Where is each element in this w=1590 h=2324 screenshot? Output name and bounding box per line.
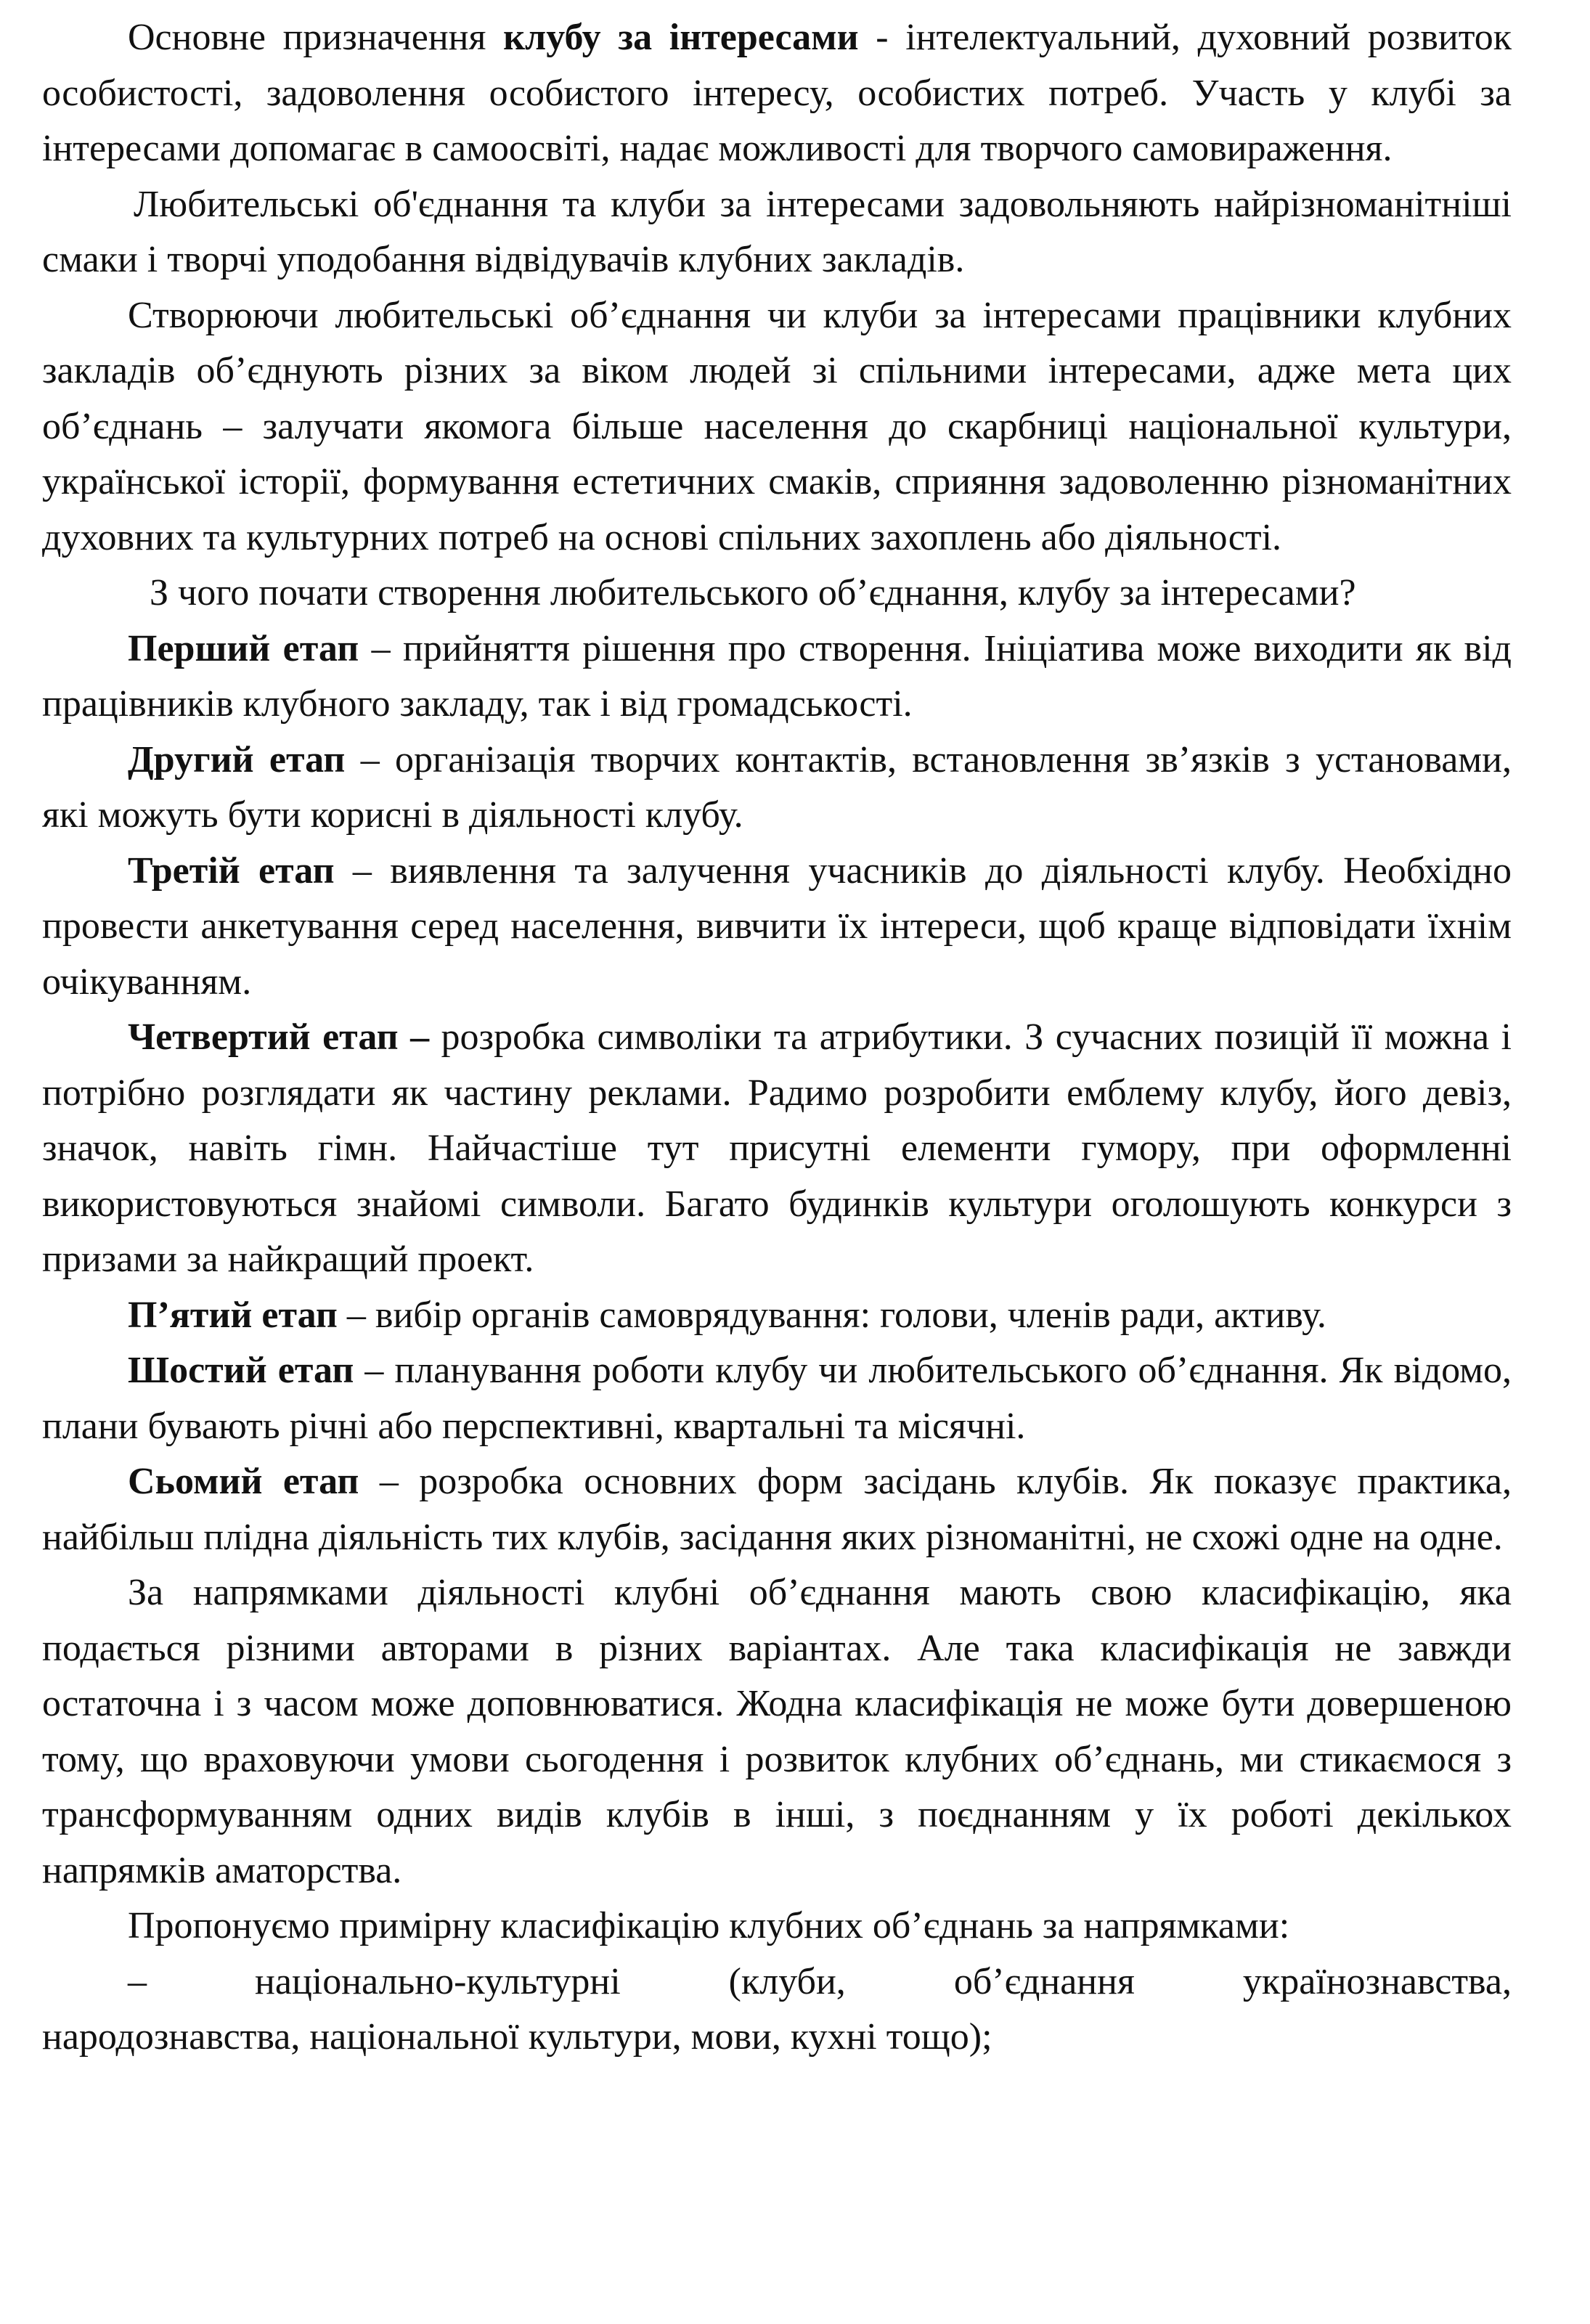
paragraph-text: За напрямками діяльності клубні об’єднання мають свою класифікацію, яка подається різними авторами в різних варіантах. Але така класифікація не завжди остаточна і з часом може доповнюватися. Жодна класифікація не може бути довершеною тому, що враховуючи умови сьогодення і розвиток клубних об’єднань, ми стикаємося з трансформуванням одних видів клубів в інші, з поєднанням у їх роботі декількох напрямків аматорства. [42, 1572, 1512, 1891]
paragraph-text: З чого почати створення любительського об’єднання, клубу за інтересами? [150, 572, 1356, 613]
paragraph-where-to-start [42, 566, 1512, 621]
paragraph-text: – прийняття рішення про створення. Ініціатива може виходити як від працівників клубного закладу, так і від громадськості. [42, 627, 1512, 725]
bold-term: клубу за інтересами [503, 17, 859, 58]
stage-heading: Другий етап [128, 738, 346, 780]
stage-heading: П’ятий етап [128, 1294, 338, 1336]
paragraph-club-purpose [42, 10, 1512, 177]
paragraph-text: - інтелектуальний, духовний розвиток особистості, задоволення особистого інтересу, особистих потреб. Участь у клубі за інтересами допомагає в самоосвіті, надає можливості для творчого самовираження. [42, 17, 1512, 169]
paragraph-text: Створюючи любительські об’єднання чи клуби за інтересами працівники клубних закладів об’єднують різних за віком людей зі спільними інтересами, адже мета цих об’єднань – залучати якомога більше населення до скарбниці національної культури, української історії, формування естетичних смаків, сприяння задоволенню різноманітних духовних та культурних потреб на основі спільних захоплень або діяльності. [42, 294, 1512, 558]
paragraph-classification [42, 1565, 1512, 1899]
list-item-national-cultural [42, 1954, 1521, 2066]
paragraph-stage-2 [42, 733, 1512, 844]
stage-heading: Сьомий етап [128, 1461, 359, 1502]
paragraph-text: Любительські об'єднання та клуби за інтересами задовольняють найрізноманітніші смаки і творчі уподобання відвідувачів клубних закладів. [42, 183, 1512, 280]
paragraph-text: – виявлення та залучення учасників до діяльності клубу. Необхідно провести анкетування серед населення, вивчити їх інтереси, щоб краще відповідати їхнім очікуванням. [42, 849, 1512, 1003]
paragraph-text: – планування роботи клубу чи любительського об’єднання. Як відомо, плани бувають річні або перспективні, квартальні та місячні. [42, 1350, 1512, 1447]
paragraph-stage-6 [42, 1343, 1512, 1454]
paragraph-text: – національно-культурні (клуби, об’єднання українознавства, народознавства, національної культури, мови, кухні тощо); [42, 1960, 1521, 2058]
paragraph-text: Пропонуємо примірну класифікацію клубних об’єднань за напрямками: [128, 1905, 1290, 1946]
paragraph-stage-5 [42, 1288, 1512, 1344]
paragraph-text: – організація творчих контактів, встановлення зв’язків з установами, які можуть бути корисні в діяльності клубу. [42, 738, 1512, 836]
stage-heading: Перший етап [128, 627, 359, 669]
paragraph-text: розробка символіки та атрибутики. З сучасних позицій її можна і потрібно розглядати як частину реклами. Радимо розробити емблему клубу, його девіз, значок, навіть гімн. Найчастіше тут присутні елементи гумору, при оформленні використовуються знайомі символи. Багато будинків культури оголошують конкурси з призами за найкращий проект. [42, 1016, 1512, 1280]
paragraph-lead: Основне призначення [128, 17, 504, 58]
paragraph-stage-7 [42, 1454, 1512, 1565]
stage-heading: Четвертий етап – [128, 1016, 430, 1058]
document-page [42, 10, 1521, 2066]
paragraph-text: – вибір органів самоврядування: голови, членів ради, активу. [337, 1294, 1326, 1336]
paragraph-stage-3 [42, 844, 1512, 1011]
paragraph-amateur-associations [42, 177, 1512, 288]
stage-heading: Третій етап [128, 849, 335, 892]
stage-heading: Шостий етап [128, 1350, 354, 1391]
paragraph-proposed-classification [42, 1899, 1512, 1954]
paragraph-stage-4 [42, 1010, 1512, 1288]
paragraph-stage-1 [42, 621, 1512, 733]
paragraph-creating-associations [42, 288, 1512, 566]
paragraph-text: – розробка основних форм засідань клубів. Як показує практика, найбільш плідна діяльність тих клубів, засідання яких різноманітні, не схожі одне на одне. [42, 1461, 1512, 1558]
